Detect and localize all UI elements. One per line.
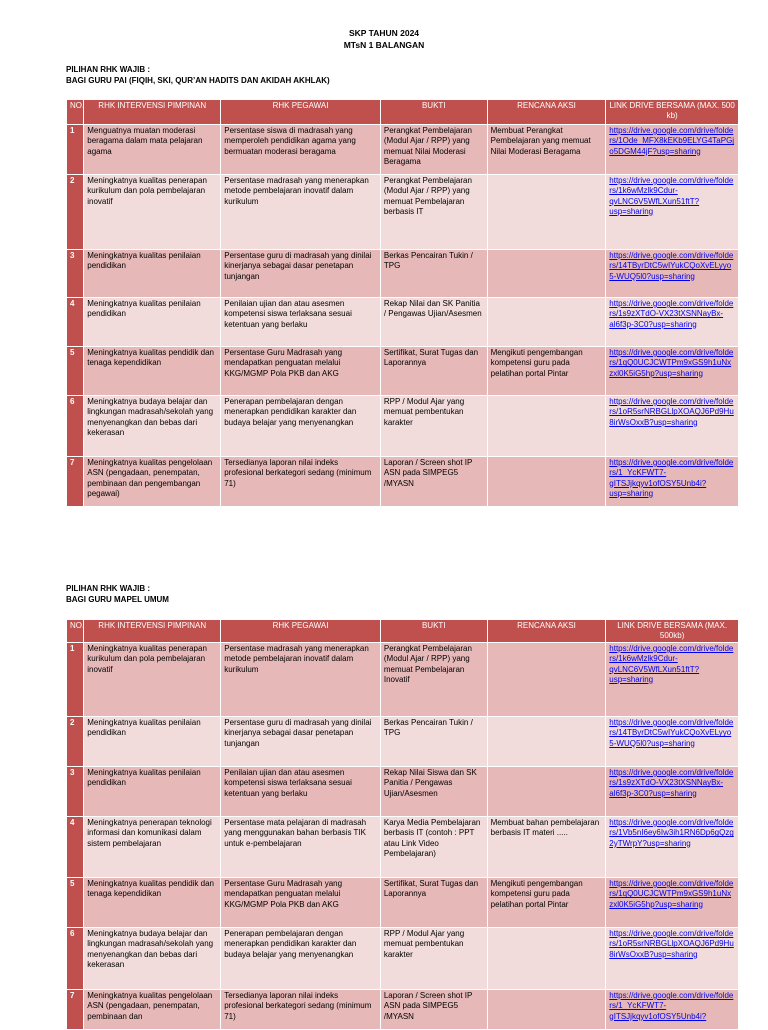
header-rencana-aksi: RENCANA AKSI (487, 620, 606, 643)
rencana-aksi-cell (487, 767, 606, 817)
bukti-cell: Rekap Nilai dan SK Panitia / Pengawas Ujian/Asesmen (380, 298, 487, 347)
section2-label: PILIHAN RHK WAJIB : (66, 584, 150, 593)
drive-link[interactable]: https://drive.google.com/drive/folders/1Vb5nI6ey6Iw3ih1RN6Dp6gQzg2yTWrpY?usp=sharing (606, 817, 739, 878)
rhk-intervensi-cell: Meningkatnya kualitas penilaian pendidikan (84, 298, 221, 347)
row-number: 6 (67, 396, 84, 457)
header-no: NO. (67, 100, 84, 125)
drive-link[interactable]: https://drive.google.com/drive/folders/14TByrDtC5wIYukCQoXvELyyo5-WUQ5l0?usp=sharing (606, 250, 739, 298)
bukti-cell: Karya Media Pembelajaran berbasis IT (contoh : PPT atau Link Video Pembelajaran) (380, 817, 487, 878)
rhk-intervensi-cell: Meningkatnya kualitas pengelolaan ASN (pengadaan, penempatan, pembinaan dan pengembangan pegawai) (84, 457, 221, 507)
rhk-intervensi-cell: Meningkatnya kualitas penilaian pendidikan (84, 767, 221, 817)
rencana-aksi-cell (487, 250, 606, 298)
rhk-pegawai-cell: Penerapan pembelajaran dengan menerapkan pendidikan karakter dan budaya belajar yang menyenangkan (221, 928, 381, 990)
rhk-pegawai-cell: Persentase Guru Madrasah yang mendapatkan penguatan melalui KKG/MGMP Pola PKB dan AKG (221, 878, 381, 928)
rhk-pegawai-cell: Persentase madrasah yang menerapkan metode pembelajaran inovatif dalam kurikulum (221, 643, 381, 717)
rhk-intervensi-cell: Menguatnya muatan moderasi beragama dalam mata pelajaran agama (84, 125, 221, 175)
drive-link[interactable]: https://drive.google.com/drive/folders/1_YcKFWT7-gITSJjkqyv1ofOSY5Unb4i? (606, 990, 739, 1030)
header-link-drive: LINK DRIVE BERSAMA (MAX. 500 kb) (606, 100, 739, 125)
rhk-pegawai-cell: Penerapan pembelajaran dengan menerapkan pendidikan karakter dan budaya belajar yang menyenangkan (221, 396, 381, 457)
row-number: 5 (67, 347, 84, 396)
bukti-cell: RPP / Modul Ajar yang memuat pembentukan karakter (380, 396, 487, 457)
rhk-pegawai-cell: Persentase guru di madrasah yang dinilai kinerjanya sebagai dasar penetapan tunjangan (221, 250, 381, 298)
rhk-intervensi-cell: Meningkatnya penerapan teknologi informasi dan komunikasi dalam sistem pembelajaran (84, 817, 221, 878)
table-row (67, 347, 739, 396)
row-number: 7 (67, 990, 84, 1030)
bukti-cell: Laporan / Screen shot IP ASN pada SIMPEG5 /MYASN (380, 990, 487, 1030)
row-number: 1 (67, 125, 84, 175)
bukti-cell: Rekap Nilai Siswa dan SK Panitia / Pengawas Ujian/Asesmen (380, 767, 487, 817)
header-link-drive: LINK DRIVE BERSAMA (MAX. 500kb) (606, 620, 739, 643)
section1-sublabel: BAGI GURU PAI (FIQIH, SKI, QUR’AN HADITS DAN AKIDAH AKHLAK) (66, 76, 330, 85)
header-bukti: BUKTI (380, 620, 487, 643)
page-title: SKP TAHUN 2024 (348, 28, 420, 38)
rhk-pegawai-cell: Persentase guru di madrasah yang dinilai kinerjanya sebagai dasar penetapan tunjangan (221, 717, 381, 767)
rhk-intervensi-cell: Meningkatnya kualitas penilaian pendidikan (84, 250, 221, 298)
rhk-table-mapel-umum (66, 619, 739, 1030)
table-row (67, 396, 739, 457)
table-row (67, 250, 739, 298)
table-row (67, 928, 739, 990)
row-number: 4 (67, 817, 84, 878)
rencana-aksi-cell (487, 643, 606, 717)
rhk-intervensi-cell: Meningkatnya kualitas penilaian pendidikan (84, 717, 221, 767)
rhk-intervensi-cell: Meningkatnya kualitas pendidik dan tenaga kependidikan (84, 878, 221, 928)
drive-link[interactable]: https://drive.google.com/drive/folders/1qQ0UCJCWTPm9xGS9h1uNxzxl0K5iG5hp?usp=sharing (606, 347, 739, 396)
row-number: 1 (67, 643, 84, 717)
drive-link[interactable]: https://drive.google.com/drive/folders/1s9zXTdO-VX23tXSNNayBx-al6f3p-3C0?usp=sharing (606, 298, 739, 347)
rhk-pegawai-cell: Persentase madrasah yang menerapkan metode pembelajaran inovatif dalam kurikulum (221, 175, 381, 250)
rhk-pegawai-cell: Persentase siswa di madrasah yang memperoleh pendidikan agama yang bermuatan moderasi beragama (221, 125, 381, 175)
table-row (67, 457, 739, 507)
bukti-cell: Perangkat Pembelajaran (Modul Ajar / RPP) yang memuat Nilai Moderasi Beragama (380, 125, 487, 175)
rencana-aksi-cell: Mengikuti pengembangan kompetensi guru pada pelatihan portal Pintar (487, 878, 606, 928)
row-number: 2 (67, 717, 84, 767)
rhk-pegawai-cell: Penilaian ujian dan atau asesmen kompetensi siswa terlaksana sesuai ketentuan yang berlaku (221, 767, 381, 817)
rencana-aksi-cell (487, 928, 606, 990)
table-row (67, 643, 739, 717)
rhk-pegawai-cell: Penilaian ujian dan atau asesmen kompetensi siswa terlaksana sesuai ketentuan yang berlaku (221, 298, 381, 347)
rencana-aksi-cell: Membuat Perangkat Pembelajaran yang memuat Nilai Moderasi Beragama (487, 125, 606, 175)
rencana-aksi-cell (487, 717, 606, 767)
bukti-cell: Berkas Pencairan Tukin / TPG (380, 717, 487, 767)
bukti-cell: Perangkat Pembelajaran (Modul Ajar / RPP) yang memuat Pembelajaran berbasis IT (380, 175, 487, 250)
header-bukti: BUKTI (380, 100, 487, 125)
table-row (67, 175, 739, 250)
rencana-aksi-cell (487, 396, 606, 457)
table-row (67, 767, 739, 817)
table-row (67, 298, 739, 347)
drive-link[interactable]: https://drive.google.com/drive/folders/1oR5srNRBGLlpXOAQJ6Pd9Hu8irWsOxxB?usp=sharing (606, 396, 739, 457)
bukti-cell: Berkas Pencairan Tukin / TPG (380, 250, 487, 298)
rencana-aksi-cell (487, 298, 606, 347)
table-header-row (67, 100, 739, 125)
header-rhk-pegawai: RHK PEGAWAI (221, 620, 381, 643)
bukti-cell: Laporan / Screen shot IP ASN pada SIMPEG5 /MYASN (380, 457, 487, 507)
bukti-cell: RPP / Modul Ajar yang memuat pembentukan karakter (380, 928, 487, 990)
row-number: 3 (67, 250, 84, 298)
rhk-table-pai (66, 99, 739, 507)
rhk-intervensi-cell: Meningkatnya kualitas penerapan kurikulum dan pola pembelajaran inovatif (84, 643, 221, 717)
rhk-pegawai-cell: Persentase mata pelajaran di madrasah yang menggunakan bahan berbasis TIK untuk e-pembelajaran (221, 817, 381, 878)
rencana-aksi-cell (487, 175, 606, 250)
row-number: 3 (67, 767, 84, 817)
bukti-cell: Sertifikat, Surat Tugas dan Laporannya (380, 347, 487, 396)
table-row (67, 878, 739, 928)
rhk-intervensi-cell: Meningkatnya budaya belajar dan lingkungan madrasah/sekolah yang menyenangkan dan bebas dari kekerasan (84, 396, 221, 457)
table-header-row (67, 620, 739, 643)
bukti-cell: Perangkat Pembelajaran (Modul Ajar / RPP) yang memuat Pembelajaran Inovatif (380, 643, 487, 717)
table-row (67, 717, 739, 767)
rhk-pegawai-cell: Tersedianya laporan nilai indeks profesional berkategori sedang (minimum 71) (221, 990, 381, 1030)
drive-link[interactable]: https://drive.google.com/drive/folders/1k6wMzlk9Cdur-qvLNC6V5WfLXun51ftT?usp=sharing (606, 175, 739, 250)
rencana-aksi-cell: Mengikuti pengembangan kompetensi guru pada pelatihan portal Pintar (487, 347, 606, 396)
row-number: 4 (67, 298, 84, 347)
header-rhk-intervensi: RHK INTERVENSI PIMPINAN (84, 620, 221, 643)
table-row (67, 125, 739, 175)
rhk-intervensi-cell: Meningkatnya budaya belajar dan lingkungan madrasah/sekolah yang menyenangkan dan bebas dari kekerasan (84, 928, 221, 990)
row-number: 5 (67, 878, 84, 928)
bukti-cell: Sertifikat, Surat Tugas dan Laporannya (380, 878, 487, 928)
rencana-aksi-cell (487, 457, 606, 507)
row-number: 7 (67, 457, 84, 507)
rhk-intervensi-cell: Meningkatnya kualitas pengelolaan ASN (pengadaan, penempatan, pembinaan dan (84, 990, 221, 1030)
rhk-pegawai-cell: Tersedianya laporan nilai indeks profesional berkategori sedang (minimum 71) (221, 457, 381, 507)
section2-sublabel: BAGI GURU MAPEL UMUM (66, 595, 169, 604)
drive-link[interactable]: https://drive.google.com/drive/folders/1Ode_MFX8kEKb9ELYG4TaPGjo5DGM44jF?usp=sharing (606, 125, 739, 175)
header-rencana-aksi: RENCANA AKSI (487, 100, 606, 125)
header-rhk-pegawai: RHK PEGAWAI (221, 100, 381, 125)
header-rhk-intervensi: RHK INTERVENSI PIMPINAN (84, 100, 221, 125)
drive-link[interactable]: https://drive.google.com/drive/folders/1qQ0UCJCWTPm9xGS9h1uNxzxl0K5iG5hp?usp=sharing (606, 878, 739, 928)
header-no: NO. (67, 620, 84, 643)
rhk-intervensi-cell: Meningkatnya kualitas pendidik dan tenaga kependidikan (84, 347, 221, 396)
drive-link[interactable]: https://drive.google.com/drive/folders/1_YcKFWT7-gITSJjkqyv1ofOSY5Unb4i?usp=sharing (606, 457, 739, 507)
school-name: MTsN 1 BALANGAN (343, 40, 425, 50)
rencana-aksi-cell: Membuat bahan pembelajaran berbasis IT materi ..... (487, 817, 606, 878)
rhk-pegawai-cell: Persentase Guru Madrasah yang mendapatkan penguatan melalui KKG/MGMP Pola PKB dan AKG (221, 347, 381, 396)
drive-link[interactable]: https://drive.google.com/drive/folders/1oR5srNRBGLlpXOAQJ6Pd9Hu8irWsOxxB?usp=sharing (606, 928, 739, 990)
drive-link[interactable]: https://drive.google.com/drive/folders/1k6wMzlk9Cdur-qvLNC6V5WfLXun51ftT?usp=sharing (606, 643, 739, 717)
row-number: 6 (67, 928, 84, 990)
drive-link[interactable]: https://drive.google.com/drive/folders/14TByrDtC5wIYukCQoXvELyyo5-WUQ5l0?usp=sharing (606, 717, 739, 767)
drive-link[interactable]: https://drive.google.com/drive/folders/1s9zXTdO-VX23tXSNNayBx-al6f3p-3C0?usp=sharing (606, 767, 739, 817)
section1-label: PILIHAN RHK WAJIB : (66, 65, 150, 74)
rhk-intervensi-cell: Meningkatnya kualitas penerapan kurikulum dan pola pembelajaran inovatif (84, 175, 221, 250)
table-row (67, 817, 739, 878)
row-number: 2 (67, 175, 84, 250)
